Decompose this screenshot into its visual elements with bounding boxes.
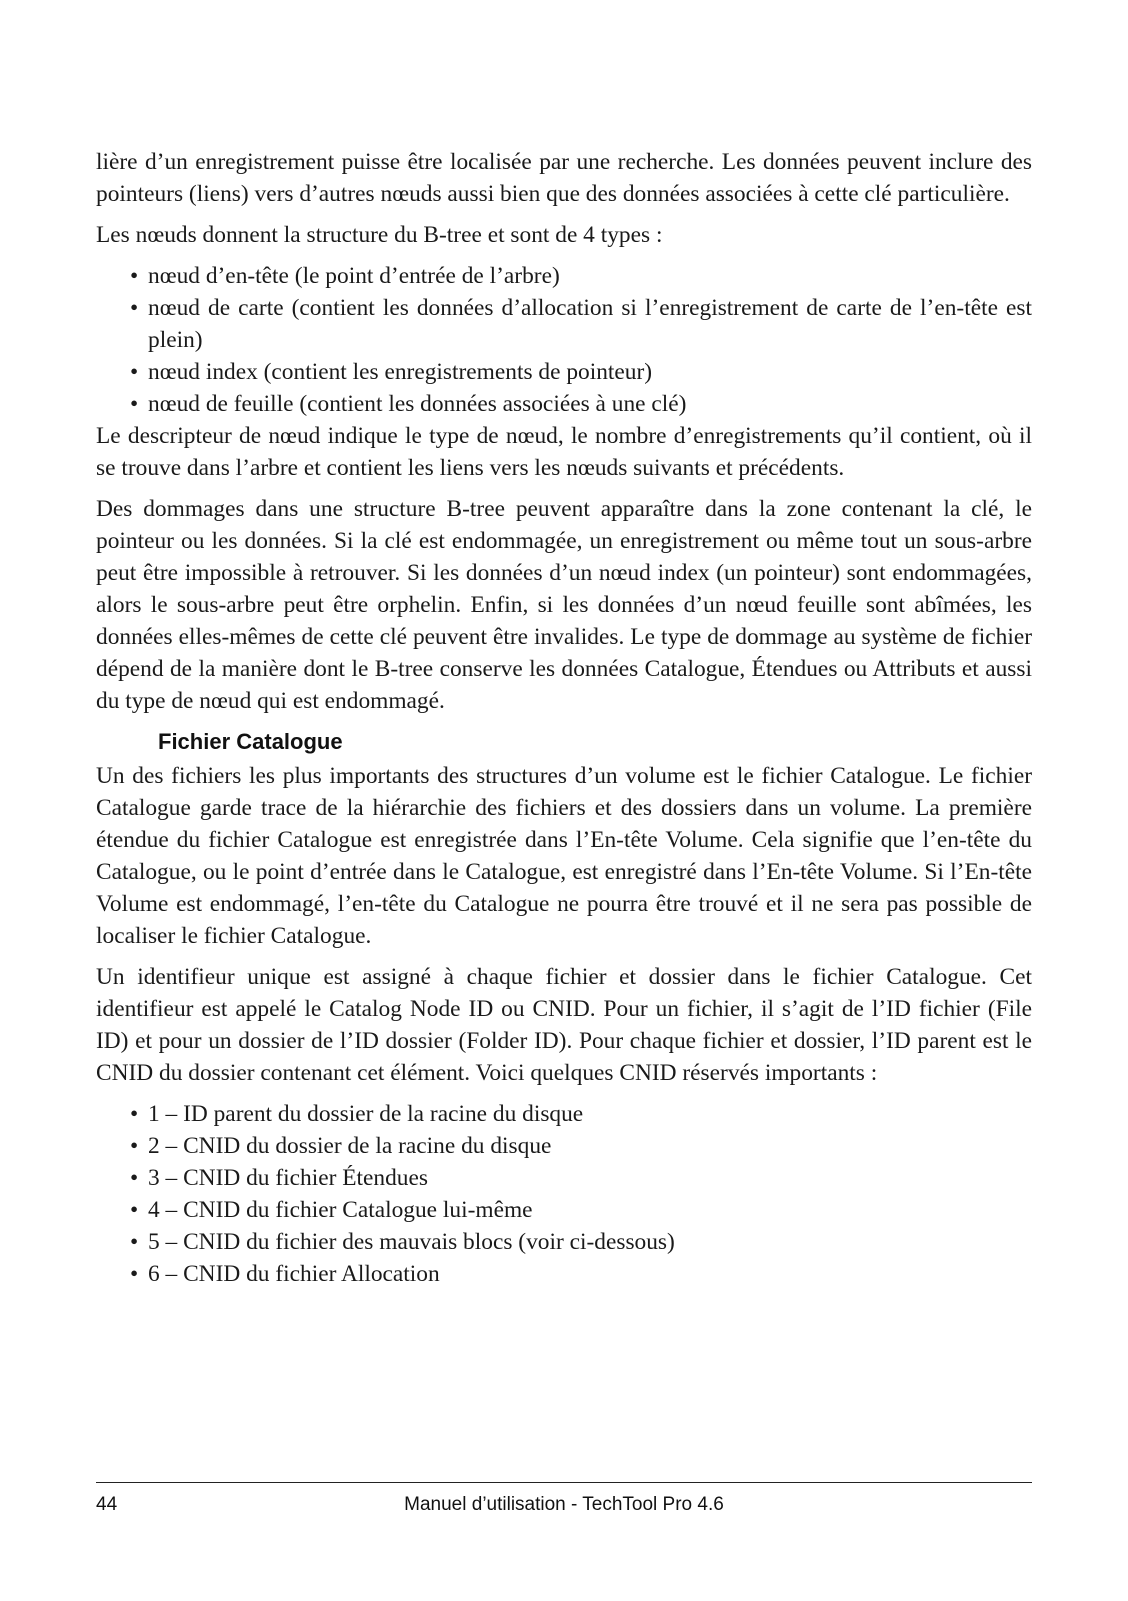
footer-divider xyxy=(96,1482,1032,1483)
bullet-icon: • xyxy=(130,1261,139,1287)
list-item-text: nœud de carte (contient les données d’allocation si l’enregistrement de carte de l’en-tête est plein) xyxy=(148,295,1032,353)
list-item xyxy=(96,388,1032,420)
paragraph-catalog-file: Un des fichiers les plus importants des structures d’un volume est le fichier Catalogue. Le fichier Catalogue garde trace de la hiérarchie des fichiers et des dossiers dans un volume. La première étendue du fichier Catalogue est enregistrée dans l’En-tête Volume. Cela signifie que l’en-tête du Catalogue, ou le point d’entrée dans le Catalogue, est enregistré dans l’En-tête Volume. Si l’En-tête Volume est endommagé, l’en-tête du Catalogue ne pourra être trouvé et il ne sera pas possible de localiser le fichier Catalogue. xyxy=(96,763,1032,949)
list-item xyxy=(96,1162,1032,1194)
list-item-text: nœud index (contient les enregistrements de pointeur) xyxy=(148,359,653,385)
list-item-text: 5 – CNID du fichier des mauvais blocs (voir ci-dessous) xyxy=(148,1229,675,1255)
page-footer xyxy=(96,1490,1032,1520)
list-item-text: 3 – CNID du fichier Étendues xyxy=(148,1165,428,1191)
list-item-text: nœud de feuille (contient les données associées à une clé) xyxy=(148,391,687,417)
list-item-text: 2 – CNID du dossier de la racine du disque xyxy=(148,1133,552,1159)
list-item-text: nœud d’en-tête (le point d’entrée de l’arbre) xyxy=(148,263,560,289)
bullet-icon: • xyxy=(130,1197,139,1223)
cnid-list xyxy=(96,1098,1032,1290)
paragraph-cnid: Un identifieur unique est assigné à chaque fichier et dossier dans le fichier Catalogue. Cet identifieur est appelé le Catalog Node ID ou CNID. Pour un fichier, il s’agit de l’ID fichier (File ID) et pour un dossier de l’ID dossier (Folder ID). Pour chaque fichier et dossier, l’ID parent est le CNID du dossier contenant cet élément. Voici quelques CNID réservés importants : xyxy=(96,964,1032,1086)
bullet-icon: • xyxy=(130,1133,139,1159)
bullet-icon: • xyxy=(130,1229,139,1255)
list-item xyxy=(96,260,1032,292)
page-number: 44 xyxy=(96,1494,118,1515)
node-types-list xyxy=(96,260,1032,420)
bullet-icon: • xyxy=(130,391,139,417)
section-heading: Fichier Catalogue xyxy=(158,729,343,754)
paragraph-btree-records: lière d’un enregistrement puisse être localisée par une recherche. Les données peuvent inclure des pointeurs (liens) vers d’autres nœuds aussi bien que des données associées à cette clé particulière. xyxy=(96,149,1032,207)
list-item-text: 6 – CNID du fichier Allocation xyxy=(148,1261,440,1287)
paragraph-btree-damage: Des dommages dans une structure B-tree peuvent apparaître dans la zone contenant la clé, le pointeur ou les données. Si la clé est endommagée, un enregistrement ou même tout un sous-arbre peut être impossible à retrouver. Si les données d’un nœud index (un pointeur) sont endommagées, alors le sous-arbre peut être orphelin. Enfin, si les données d’un nœud feuille sont abîmées, les données elles-mêmes de cette clé peuvent être invalides. Le type de dommage au système de fichier dépend de la manière dont le B-tree conserve les données Catalogue, Étendues ou Attributs et aussi du type de nœud qui est endommagé. xyxy=(96,496,1032,714)
footer-title: Manuel d’utilisation - TechTool Pro 4.6 xyxy=(404,1494,724,1515)
paragraph-node-descriptor: Le descripteur de nœud indique le type de nœud, le nombre d’enregistrements qu’il contient, où il se trouve dans l’arbre et contient les liens vers les nœuds suivants et précédents. xyxy=(96,423,1032,481)
list-item xyxy=(96,1130,1032,1162)
bullet-icon: • xyxy=(130,1165,139,1191)
page-body xyxy=(96,146,1032,1290)
list-item xyxy=(96,292,1032,356)
bullet-icon: • xyxy=(130,295,139,321)
list-item xyxy=(96,1258,1032,1290)
list-item xyxy=(96,1226,1032,1258)
paragraph-node-types-intro: Les nœuds donnent la structure du B-tree et sont de 4 types : xyxy=(96,222,663,248)
list-item xyxy=(96,1098,1032,1130)
list-item xyxy=(96,1194,1032,1226)
list-item-text: 1 – ID parent du dossier de la racine du disque xyxy=(148,1101,584,1127)
bullet-icon: • xyxy=(130,359,139,385)
list-item xyxy=(96,356,1032,388)
bullet-icon: • xyxy=(130,1101,139,1127)
list-item-text: 4 – CNID du fichier Catalogue lui-même xyxy=(148,1197,533,1223)
bullet-icon: • xyxy=(130,263,139,289)
